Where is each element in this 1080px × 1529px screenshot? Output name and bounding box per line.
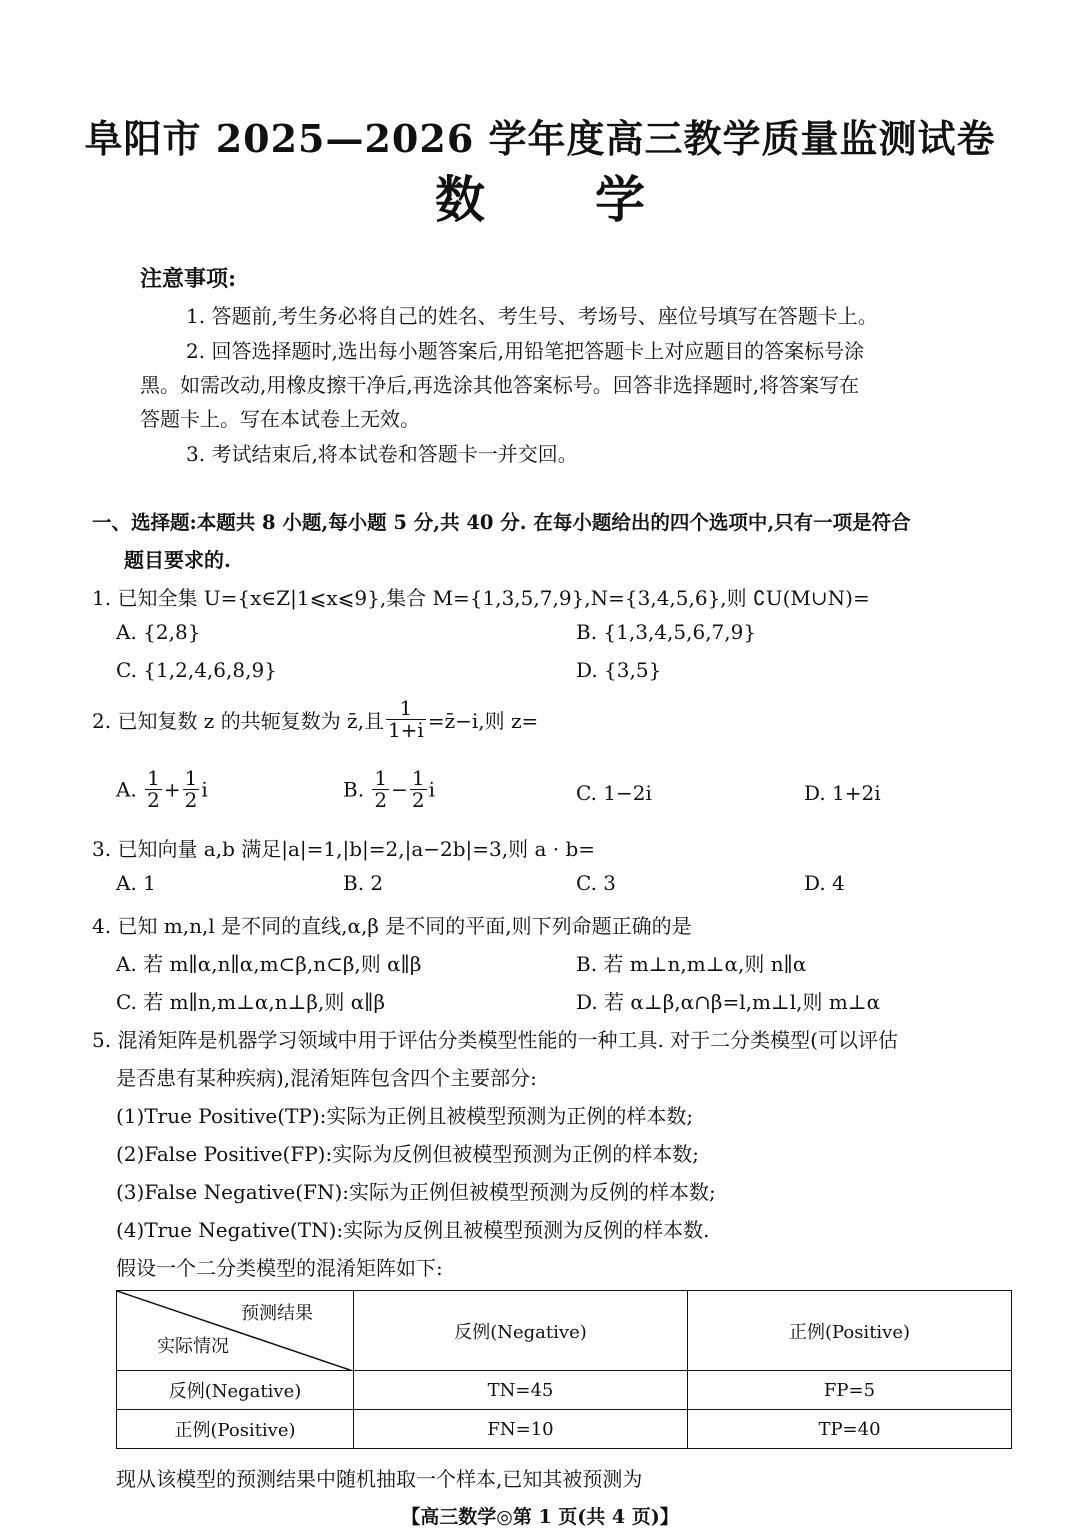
subject-title: 数学 (435, 170, 755, 229)
table-header-row (117, 1291, 1012, 1371)
question-3-option-c: C. 3 (576, 871, 617, 895)
question-1-option-a: A. {2,8} (116, 620, 201, 644)
notice-item-1: 1. 答题前,考生务必将自己的姓名、考生号、考场号、座位号填写在答题卡上。 (186, 304, 878, 328)
diagonal-line (117, 1291, 353, 1371)
question-2-option-b (343, 768, 435, 811)
question-3-option-d: D. 4 (804, 871, 845, 895)
question-5-intro: 假设一个二分类模型的混淆矩阵如下: (116, 1256, 443, 1280)
operator: + (163, 777, 181, 802)
section-heading-cont: 题目要求的. (124, 548, 231, 572)
question-2-fraction (386, 698, 426, 741)
question-3-option-a: A. 1 (116, 871, 156, 895)
column-header-negative: 反例(Negative) (354, 1291, 688, 1371)
question-2-stem (92, 698, 538, 741)
fraction-numerator: 1 (386, 698, 426, 720)
corner-label-predicted: 预测结果 (241, 1303, 313, 1324)
operator: − (391, 777, 408, 802)
question-4-option-a: A. 若 m∥α,n∥α,m⊂β,n⊂β,则 α∥β (116, 952, 422, 976)
question-3-stem: 3. 已知向量 a,b 满足|a|=1,|b|=2,|a−2b|=3,则 a · b= (92, 837, 596, 861)
fraction-numerator: 1 (374, 766, 388, 790)
fraction-denominator: 2 (184, 788, 198, 812)
question-2-option-a (116, 768, 208, 811)
question-4-option-b: B. 若 m⊥n,m⊥α,则 n∥α (576, 952, 807, 976)
cell-tp: TP=40 (688, 1410, 1012, 1449)
question-1-option-d: D. {3,5} (576, 658, 662, 682)
fraction-denominator: 2 (411, 788, 425, 812)
question-2-option-c: C. 1−2i (576, 781, 652, 805)
row-header-negative: 反例(Negative) (117, 1371, 354, 1410)
fraction (372, 768, 389, 811)
cell-fp: FP=5 (688, 1371, 1012, 1410)
question-4-stem: 4. 已知 m,n,l 是不同的直线,α,β 是不同的平面,则下列命题正确的是 (92, 914, 692, 938)
question-1-stem: 1. 已知全集 U={x∈Z|1⩽x⩽9},集合 M={1,3,5,7,9},N={3,4,5,6},则 ∁U(M∪N)= (92, 586, 870, 610)
option-label: B. (343, 777, 365, 802)
option-label: A. (116, 777, 137, 802)
corner-label-actual: 实际情况 (157, 1336, 229, 1357)
question-2-option-d: D. 1+2i (804, 781, 881, 805)
table-row (117, 1410, 1012, 1449)
fraction-denominator: 2 (374, 788, 388, 812)
fraction-numerator: 1 (411, 766, 425, 790)
fraction (410, 768, 427, 811)
notice-item-3: 3. 考试结束后,将本试卷和答题卡一并交回。 (186, 442, 578, 466)
cell-fn: FN=10 (354, 1410, 688, 1449)
exam-title: 阜阳市 2025—2026 学年度高三教学质量监测试卷 (84, 116, 996, 161)
question-3-option-b: B. 2 (343, 871, 384, 895)
question-2-stem-pre: 2. 已知复数 z 的共轭复数为 z̄,且 (92, 709, 384, 733)
imaginary-unit: i (428, 777, 436, 802)
fraction-numerator: 1 (147, 766, 160, 790)
question-5-stem: 5. 混淆矩阵是机器学习领域中用于评估分类模型性能的一种工具. 对于二分类模型(可以评估 (92, 1028, 898, 1052)
notice-item-2-cont: 黑。如需改动,用橡皮擦干净后,再选涂其他答案标号。回答非选择题时,将答案写在 (140, 373, 860, 397)
question-1-option-c: C. {1,2,4,6,8,9} (116, 658, 277, 682)
corner-cell (117, 1291, 354, 1371)
question-5-part-4: (4)True Negative(TN):实际为反例且被模型预测为反例的样本数. (116, 1218, 710, 1242)
fraction (145, 768, 162, 811)
imaginary-unit: i (201, 777, 208, 802)
row-header-positive: 正例(Positive) (117, 1410, 354, 1449)
page-footer: 【高三数学◎第 1 页(共 4 页)】 (401, 1506, 679, 1528)
section-heading: 一、选择题:本题共 8 小题,每小题 5 分,共 40 分. 在每小题给出的四个选项中,只有一项是符合 (92, 511, 911, 534)
question-2-stem-post: =z̄−i,则 z= (427, 709, 539, 733)
fraction (183, 768, 200, 811)
question-5-part-3: (3)False Negative(FN):实际为正例但被模型预测为反例的样本数; (116, 1180, 716, 1204)
notice-item-2-end: 答题卡上。写在本试卷上无效。 (140, 407, 420, 431)
fraction-denominator: 2 (147, 788, 160, 812)
cell-tn: TN=45 (354, 1371, 688, 1410)
question-5-part-2: (2)False Positive(FP):实际为反例但被模型预测为正例的样本数; (116, 1142, 699, 1166)
question-5-part-1: (1)True Positive(TP):实际为正例且被模型预测为正例的样本数; (116, 1104, 694, 1128)
notice-heading: 注意事项: (140, 266, 237, 292)
confusion-matrix-table (116, 1290, 1012, 1449)
question-1-option-b: B. {1,3,4,5,6,7,9} (576, 620, 757, 644)
table-row (117, 1371, 1012, 1410)
question-4-option-c: C. 若 m∥n,m⊥α,n⊥β,则 α∥β (116, 990, 386, 1014)
fraction-denominator: 1+i (387, 718, 424, 742)
column-header-positive: 正例(Positive) (688, 1291, 1012, 1371)
notice-item-2: 2. 回答选择题时,选出每小题答案后,用铅笔把答题卡上对应题目的答案标号涂 (186, 339, 865, 363)
question-5-stem-cont: 是否患有某种疾病),混淆矩阵包含四个主要部分: (116, 1066, 537, 1090)
fraction-numerator: 1 (184, 766, 198, 790)
question-5-tail: 现从该模型的预测结果中随机抽取一个样本,已知其被预测为 (116, 1467, 643, 1491)
question-4-option-d: D. 若 α⊥β,α∩β=l,m⊥l,则 m⊥α (576, 990, 881, 1014)
